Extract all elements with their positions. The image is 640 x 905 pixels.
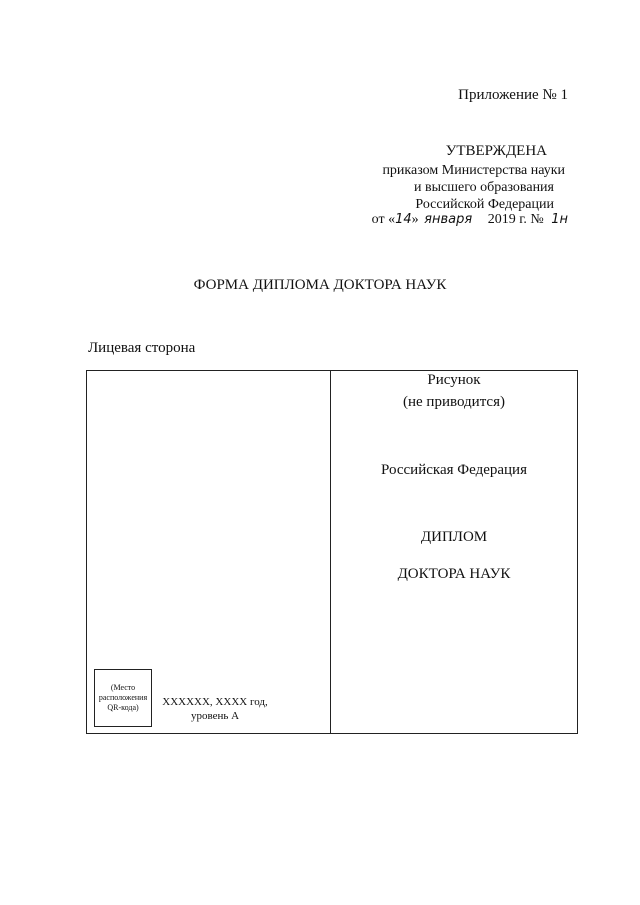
date-prefix: от «: [371, 212, 396, 227]
serial-number-year: XXXXXX, XXXX год,: [162, 696, 268, 708]
qr-code-placeholder: [94, 669, 152, 727]
country-name: Российская Федерация: [381, 462, 527, 478]
order-date-line: [372, 212, 568, 228]
date-mid: »: [411, 212, 419, 227]
diploma-right-panel: [331, 371, 577, 733]
approval-block: [305, 143, 565, 213]
date-year: 2019 г. №: [487, 212, 544, 227]
level-label: уровень А: [190, 710, 240, 722]
page-title: ФОРМА ДИПЛОМА ДОКТОРА НАУК: [193, 277, 447, 293]
front-side-label: Лицевая сторона: [88, 340, 196, 356]
order-ministry-line: приказом Министерства науки: [382, 163, 565, 178]
degree-title: ДОКТОРА НАУК: [397, 566, 511, 582]
handwritten-day: 14: [395, 212, 412, 227]
approved-heading: УТВЕРЖДЕНА: [445, 143, 547, 159]
handwritten-order-number: 1н: [551, 212, 568, 227]
appendix-number: Приложение № 1: [458, 87, 568, 103]
diploma-front-frame: [86, 370, 578, 734]
picture-label: Рисунок: [427, 372, 481, 388]
handwritten-month: января: [424, 212, 473, 227]
diploma-word: ДИПЛОМ: [420, 529, 488, 545]
qr-placeholder-text: (Место расположения QR-кода): [98, 683, 148, 712]
order-ministry-line-2: и высшего образования: [414, 180, 554, 195]
order-ministry-line-3: Российской Федерации: [415, 197, 554, 212]
picture-note: (не приводится): [403, 394, 505, 410]
serial-info: [151, 695, 279, 723]
